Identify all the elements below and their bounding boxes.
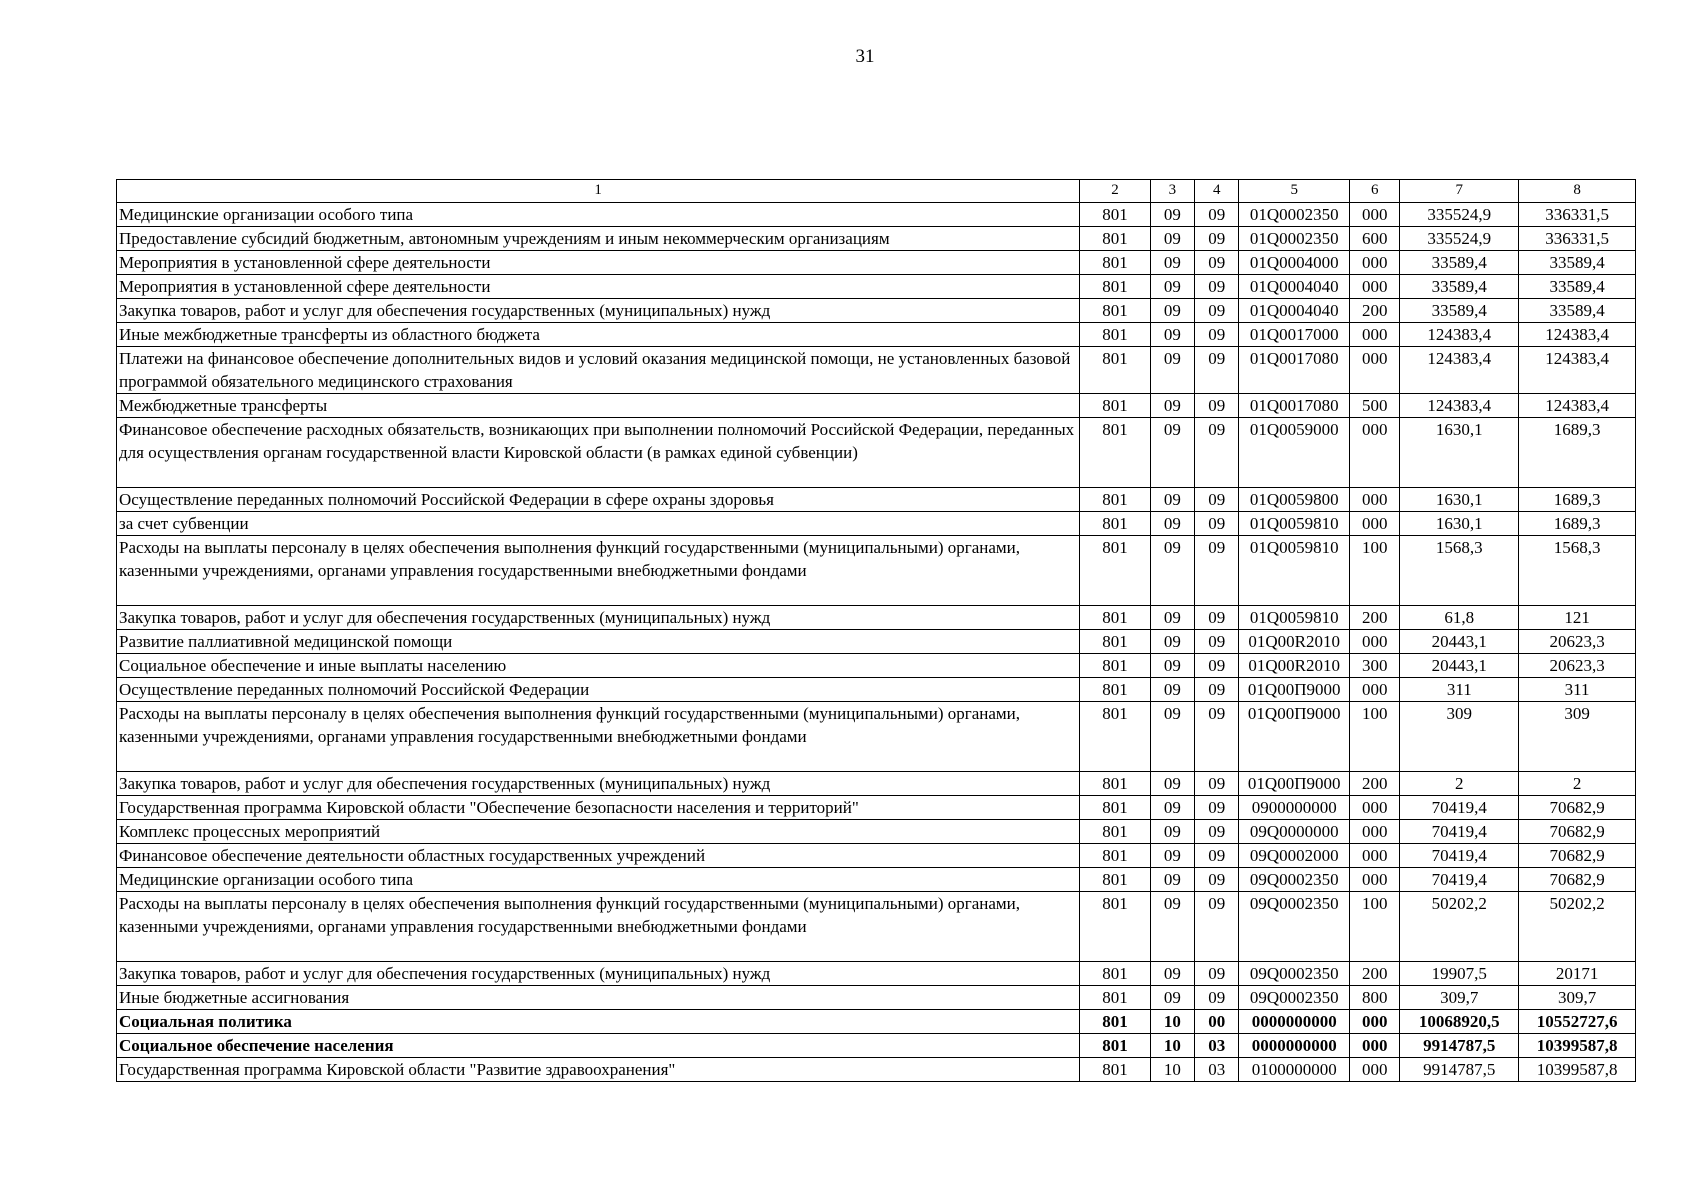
subsection-code: 09: [1195, 606, 1239, 630]
amount-year-1: 9914787,5: [1400, 1034, 1519, 1058]
target-article: 01Q0059810: [1239, 512, 1350, 536]
section-code: 09: [1150, 299, 1194, 323]
ministry-code: 801: [1080, 678, 1150, 702]
table-row: [117, 488, 1636, 512]
subsection-code: 09: [1195, 251, 1239, 275]
target-article: 01Q00П9000: [1239, 678, 1350, 702]
amount-year-1: 19907,5: [1400, 962, 1519, 986]
table-body: [117, 203, 1636, 1082]
column-header-5: 5: [1239, 180, 1350, 203]
expense-type: 100: [1350, 536, 1400, 606]
expense-type: 100: [1350, 702, 1400, 772]
section-code: 09: [1150, 986, 1194, 1010]
table-row: [117, 654, 1636, 678]
target-article: 01Q0002350: [1239, 227, 1350, 251]
amount-year-2: 70682,9: [1519, 844, 1636, 868]
ministry-code: 801: [1080, 820, 1150, 844]
item-name: Мероприятия в установленной сфере деятельности: [117, 275, 1080, 299]
section-code: 09: [1150, 702, 1194, 772]
ministry-code: 801: [1080, 892, 1150, 962]
subsection-code: 09: [1195, 394, 1239, 418]
ministry-code: 801: [1080, 251, 1150, 275]
amount-year-2: 1689,3: [1519, 488, 1636, 512]
target-article: 01Q0059000: [1239, 418, 1350, 488]
item-name: Финансовое обеспечение расходных обязательств, возникающих при выполнении полномочий Российской Федерации, переданных для осуществления органам государственной власти Кировской области (в рамках единой субвенции): [117, 418, 1080, 488]
amount-year-2: 50202,2: [1519, 892, 1636, 962]
item-name: Предоставление субсидий бюджетным, автономным учреждениям и иным некоммерческим организациям: [117, 227, 1080, 251]
table-row: [117, 796, 1636, 820]
ministry-code: 801: [1080, 630, 1150, 654]
expense-type: 000: [1350, 347, 1400, 394]
ministry-code: 801: [1080, 772, 1150, 796]
table-row: [117, 962, 1636, 986]
subsection-code: 09: [1195, 654, 1239, 678]
amount-year-2: 10552727,6: [1519, 1010, 1636, 1034]
item-name: Комплекс процессных мероприятий: [117, 820, 1080, 844]
amount-year-2: 309: [1519, 702, 1636, 772]
ministry-code: 801: [1080, 702, 1150, 772]
ministry-code: 801: [1080, 227, 1150, 251]
target-article: 09Q0002000: [1239, 844, 1350, 868]
ministry-code: 801: [1080, 654, 1150, 678]
table-row: [117, 820, 1636, 844]
amount-year-2: 20623,3: [1519, 654, 1636, 678]
table-row: [117, 203, 1636, 227]
subsection-code: 09: [1195, 630, 1239, 654]
amount-year-2: 311: [1519, 678, 1636, 702]
section-code: 09: [1150, 654, 1194, 678]
section-code: 09: [1150, 251, 1194, 275]
ministry-code: 801: [1080, 606, 1150, 630]
table-row: [117, 844, 1636, 868]
header-row: [117, 180, 1636, 203]
amount-year-1: 70419,4: [1400, 844, 1519, 868]
subsection-code: 09: [1195, 892, 1239, 962]
amount-year-2: 124383,4: [1519, 347, 1636, 394]
target-article: 0100000000: [1239, 1058, 1350, 1082]
target-article: 01Q0017080: [1239, 347, 1350, 394]
section-code: 09: [1150, 323, 1194, 347]
amount-year-1: 2: [1400, 772, 1519, 796]
target-article: 01Q0017080: [1239, 394, 1350, 418]
amount-year-2: 10399587,8: [1519, 1058, 1636, 1082]
amount-year-1: 1568,3: [1400, 536, 1519, 606]
item-name: Закупка товаров, работ и услуг для обеспечения государственных (муниципальных) нужд: [117, 772, 1080, 796]
expense-type: 000: [1350, 868, 1400, 892]
amount-year-2: 70682,9: [1519, 868, 1636, 892]
expense-type: 000: [1350, 1058, 1400, 1082]
target-article: 09Q0002350: [1239, 892, 1350, 962]
target-article: 01Q0004040: [1239, 275, 1350, 299]
amount-year-1: 70419,4: [1400, 868, 1519, 892]
amount-year-1: 335524,9: [1400, 203, 1519, 227]
column-header-1: 1: [117, 180, 1080, 203]
page-number: 31: [855, 46, 875, 67]
expense-type: 000: [1350, 630, 1400, 654]
item-name: Государственная программа Кировской области "Обеспечение безопасности населения и территорий": [117, 796, 1080, 820]
target-article: 01Q0002350: [1239, 203, 1350, 227]
subsection-code: 09: [1195, 323, 1239, 347]
subsection-code: 09: [1195, 347, 1239, 394]
ministry-code: 801: [1080, 1034, 1150, 1058]
target-article: 01Q0059810: [1239, 606, 1350, 630]
ministry-code: 801: [1080, 488, 1150, 512]
amount-year-1: 70419,4: [1400, 820, 1519, 844]
expense-type: 000: [1350, 251, 1400, 275]
item-name: Социальная политика: [117, 1010, 1080, 1034]
target-article: 0900000000: [1239, 796, 1350, 820]
expense-type: 200: [1350, 962, 1400, 986]
table-row: [117, 630, 1636, 654]
section-code: 09: [1150, 962, 1194, 986]
item-name: Расходы на выплаты персоналу в целях обеспечения выполнения функций государственными (муниципальными) органами, казенными учреждениями, органами управления государственными внебюджетными фондами: [117, 892, 1080, 962]
amount-year-1: 1630,1: [1400, 512, 1519, 536]
section-code: 10: [1150, 1034, 1194, 1058]
subsection-code: 09: [1195, 536, 1239, 606]
subsection-code: 09: [1195, 203, 1239, 227]
expense-type: 200: [1350, 606, 1400, 630]
target-article: 09Q0002350: [1239, 962, 1350, 986]
item-name: Иные межбюджетные трансферты из областного бюджета: [117, 323, 1080, 347]
amount-year-1: 124383,4: [1400, 347, 1519, 394]
table-row: [117, 678, 1636, 702]
expense-type: 000: [1350, 1034, 1400, 1058]
expense-type: 000: [1350, 1010, 1400, 1034]
amount-year-2: 70682,9: [1519, 820, 1636, 844]
amount-year-2: 309,7: [1519, 986, 1636, 1010]
target-article: 01Q0059810: [1239, 536, 1350, 606]
subsection-code: 09: [1195, 844, 1239, 868]
subsection-code: 09: [1195, 275, 1239, 299]
column-header-6: 6: [1350, 180, 1400, 203]
table-row: [117, 323, 1636, 347]
amount-year-2: 33589,4: [1519, 299, 1636, 323]
expense-type: 300: [1350, 654, 1400, 678]
section-code: 09: [1150, 488, 1194, 512]
item-name: Платежи на финансовое обеспечение дополнительных видов и условий оказания медицинской помощи, не установленных базовой программой обязательного медицинского страхования: [117, 347, 1080, 394]
item-name: Закупка товаров, работ и услуг для обеспечения государственных (муниципальных) нужд: [117, 962, 1080, 986]
ministry-code: 801: [1080, 275, 1150, 299]
amount-year-2: 124383,4: [1519, 394, 1636, 418]
item-name: Государственная программа Кировской области "Развитие здравоохранения": [117, 1058, 1080, 1082]
amount-year-2: 20623,3: [1519, 630, 1636, 654]
table-row: [117, 251, 1636, 275]
ministry-code: 801: [1080, 347, 1150, 394]
section-code: 10: [1150, 1058, 1194, 1082]
amount-year-1: 20443,1: [1400, 654, 1519, 678]
ministry-code: 801: [1080, 512, 1150, 536]
section-code: 09: [1150, 868, 1194, 892]
column-header-7: 7: [1400, 180, 1519, 203]
expense-type: 800: [1350, 986, 1400, 1010]
amount-year-1: 335524,9: [1400, 227, 1519, 251]
target-article: 01Q00R2010: [1239, 630, 1350, 654]
item-name: Расходы на выплаты персоналу в целях обеспечения выполнения функций государственными (муниципальными) органами, казенными учреждениями, органами управления государственными внебюджетными фондами: [117, 536, 1080, 606]
subsection-code: 09: [1195, 796, 1239, 820]
section-code: 09: [1150, 630, 1194, 654]
column-header-3: 3: [1150, 180, 1194, 203]
table-row: [117, 347, 1636, 394]
expense-type: 100: [1350, 892, 1400, 962]
subsection-code: 03: [1195, 1034, 1239, 1058]
amount-year-2: 1568,3: [1519, 536, 1636, 606]
ministry-code: 801: [1080, 203, 1150, 227]
expense-type: 500: [1350, 394, 1400, 418]
ministry-code: 801: [1080, 844, 1150, 868]
table-row: [117, 227, 1636, 251]
amount-year-2: 20171: [1519, 962, 1636, 986]
target-article: 01Q00П9000: [1239, 702, 1350, 772]
subsection-code: 09: [1195, 299, 1239, 323]
item-name: Закупка товаров, работ и услуг для обеспечения государственных (муниципальных) нужд: [117, 299, 1080, 323]
amount-year-1: 50202,2: [1400, 892, 1519, 962]
target-article: 09Q0002350: [1239, 986, 1350, 1010]
target-article: 01Q00П9000: [1239, 772, 1350, 796]
amount-year-1: 10068920,5: [1400, 1010, 1519, 1034]
table-row: [117, 536, 1636, 606]
table-row: [117, 1058, 1636, 1082]
amount-year-1: 309: [1400, 702, 1519, 772]
budget-table: [116, 179, 1636, 1082]
amount-year-2: 10399587,8: [1519, 1034, 1636, 1058]
table-row: [117, 418, 1636, 488]
amount-year-1: 1630,1: [1400, 418, 1519, 488]
section-code: 09: [1150, 892, 1194, 962]
amount-year-2: 33589,4: [1519, 275, 1636, 299]
table-row: [117, 512, 1636, 536]
amount-year-1: 124383,4: [1400, 394, 1519, 418]
ministry-code: 801: [1080, 536, 1150, 606]
amount-year-2: 336331,5: [1519, 203, 1636, 227]
expense-type: 000: [1350, 678, 1400, 702]
amount-year-1: 33589,4: [1400, 275, 1519, 299]
ministry-code: 801: [1080, 962, 1150, 986]
column-header-8: 8: [1519, 180, 1636, 203]
item-name: Социальное обеспечение населения: [117, 1034, 1080, 1058]
amount-year-2: 121: [1519, 606, 1636, 630]
target-article: 01Q0017000: [1239, 323, 1350, 347]
ministry-code: 801: [1080, 868, 1150, 892]
amount-year-1: 9914787,5: [1400, 1058, 1519, 1082]
ministry-code: 801: [1080, 796, 1150, 820]
section-code: 09: [1150, 820, 1194, 844]
section-code: 09: [1150, 418, 1194, 488]
amount-year-1: 20443,1: [1400, 630, 1519, 654]
table-row: [117, 892, 1636, 962]
table-row: [117, 702, 1636, 772]
section-code: 09: [1150, 844, 1194, 868]
table-row: [117, 772, 1636, 796]
table-row: [117, 986, 1636, 1010]
expense-type: 600: [1350, 227, 1400, 251]
amount-year-1: 124383,4: [1400, 323, 1519, 347]
item-name: Мероприятия в установленной сфере деятельности: [117, 251, 1080, 275]
table-row: [117, 299, 1636, 323]
amount-year-1: 33589,4: [1400, 251, 1519, 275]
amount-year-1: 33589,4: [1400, 299, 1519, 323]
target-article: 01Q0004000: [1239, 251, 1350, 275]
amount-year-2: 33589,4: [1519, 251, 1636, 275]
expense-type: 000: [1350, 820, 1400, 844]
section-code: 09: [1150, 536, 1194, 606]
section-code: 10: [1150, 1010, 1194, 1034]
target-article: 09Q0002350: [1239, 868, 1350, 892]
expense-type: 200: [1350, 772, 1400, 796]
expense-type: 000: [1350, 512, 1400, 536]
subsection-code: 09: [1195, 678, 1239, 702]
section-code: 09: [1150, 227, 1194, 251]
ministry-code: 801: [1080, 1010, 1150, 1034]
amount-year-2: 70682,9: [1519, 796, 1636, 820]
column-header-2: 2: [1080, 180, 1150, 203]
expense-type: 000: [1350, 203, 1400, 227]
target-article: 0000000000: [1239, 1034, 1350, 1058]
table-row: [117, 1034, 1636, 1058]
expense-type: 000: [1350, 418, 1400, 488]
table-row: [117, 394, 1636, 418]
amount-year-2: 124383,4: [1519, 323, 1636, 347]
amount-year-2: 1689,3: [1519, 512, 1636, 536]
expense-type: 000: [1350, 488, 1400, 512]
expense-type: 000: [1350, 323, 1400, 347]
subsection-code: 09: [1195, 488, 1239, 512]
column-header-4: 4: [1195, 180, 1239, 203]
item-name: Развитие паллиативной медицинской помощи: [117, 630, 1080, 654]
subsection-code: 09: [1195, 512, 1239, 536]
ministry-code: 801: [1080, 418, 1150, 488]
expense-type: 000: [1350, 796, 1400, 820]
target-article: 01Q0059800: [1239, 488, 1350, 512]
table-row: [117, 606, 1636, 630]
item-name: Расходы на выплаты персоналу в целях обеспечения выполнения функций государственными (муниципальными) органами, казенными учреждениями, органами управления государственными внебюджетными фондами: [117, 702, 1080, 772]
item-name: Медицинские организации особого типа: [117, 868, 1080, 892]
section-code: 09: [1150, 347, 1194, 394]
expense-type: 000: [1350, 844, 1400, 868]
item-name: Осуществление переданных полномочий Российской Федерации: [117, 678, 1080, 702]
amount-year-1: 61,8: [1400, 606, 1519, 630]
expense-type: 200: [1350, 299, 1400, 323]
section-code: 09: [1150, 796, 1194, 820]
section-code: 09: [1150, 606, 1194, 630]
target-article: 09Q0000000: [1239, 820, 1350, 844]
section-code: 09: [1150, 678, 1194, 702]
ministry-code: 801: [1080, 394, 1150, 418]
subsection-code: 09: [1195, 962, 1239, 986]
subsection-code: 00: [1195, 1010, 1239, 1034]
ministry-code: 801: [1080, 986, 1150, 1010]
subsection-code: 09: [1195, 418, 1239, 488]
target-article: 01Q00R2010: [1239, 654, 1350, 678]
section-code: 09: [1150, 772, 1194, 796]
amount-year-1: 311: [1400, 678, 1519, 702]
section-code: 09: [1150, 275, 1194, 299]
item-name: Финансовое обеспечение деятельности областных государственных учреждений: [117, 844, 1080, 868]
subsection-code: 09: [1195, 820, 1239, 844]
subsection-code: 09: [1195, 227, 1239, 251]
amount-year-2: 2: [1519, 772, 1636, 796]
amount-year-2: 336331,5: [1519, 227, 1636, 251]
subsection-code: 03: [1195, 1058, 1239, 1082]
section-code: 09: [1150, 394, 1194, 418]
item-name: за счет субвенции: [117, 512, 1080, 536]
subsection-code: 09: [1195, 702, 1239, 772]
item-name: Иные бюджетные ассигнования: [117, 986, 1080, 1010]
section-code: 09: [1150, 203, 1194, 227]
subsection-code: 09: [1195, 772, 1239, 796]
amount-year-1: 70419,4: [1400, 796, 1519, 820]
item-name: Закупка товаров, работ и услуг для обеспечения государственных (муниципальных) нужд: [117, 606, 1080, 630]
amount-year-1: 1630,1: [1400, 488, 1519, 512]
item-name: Осуществление переданных полномочий Российской Федерации в сфере охраны здоровья: [117, 488, 1080, 512]
subsection-code: 09: [1195, 986, 1239, 1010]
item-name: Медицинские организации особого типа: [117, 203, 1080, 227]
ministry-code: 801: [1080, 299, 1150, 323]
ministry-code: 801: [1080, 323, 1150, 347]
amount-year-2: 1689,3: [1519, 418, 1636, 488]
ministry-code: 801: [1080, 1058, 1150, 1082]
amount-year-1: 309,7: [1400, 986, 1519, 1010]
target-article: 0000000000: [1239, 1010, 1350, 1034]
target-article: 01Q0004040: [1239, 299, 1350, 323]
expense-type: 000: [1350, 275, 1400, 299]
section-code: 09: [1150, 512, 1194, 536]
item-name: Межбюджетные трансферты: [117, 394, 1080, 418]
item-name: Социальное обеспечение и иные выплаты населению: [117, 654, 1080, 678]
subsection-code: 09: [1195, 868, 1239, 892]
table-row: [117, 868, 1636, 892]
table-row: [117, 1010, 1636, 1034]
table-row: [117, 275, 1636, 299]
